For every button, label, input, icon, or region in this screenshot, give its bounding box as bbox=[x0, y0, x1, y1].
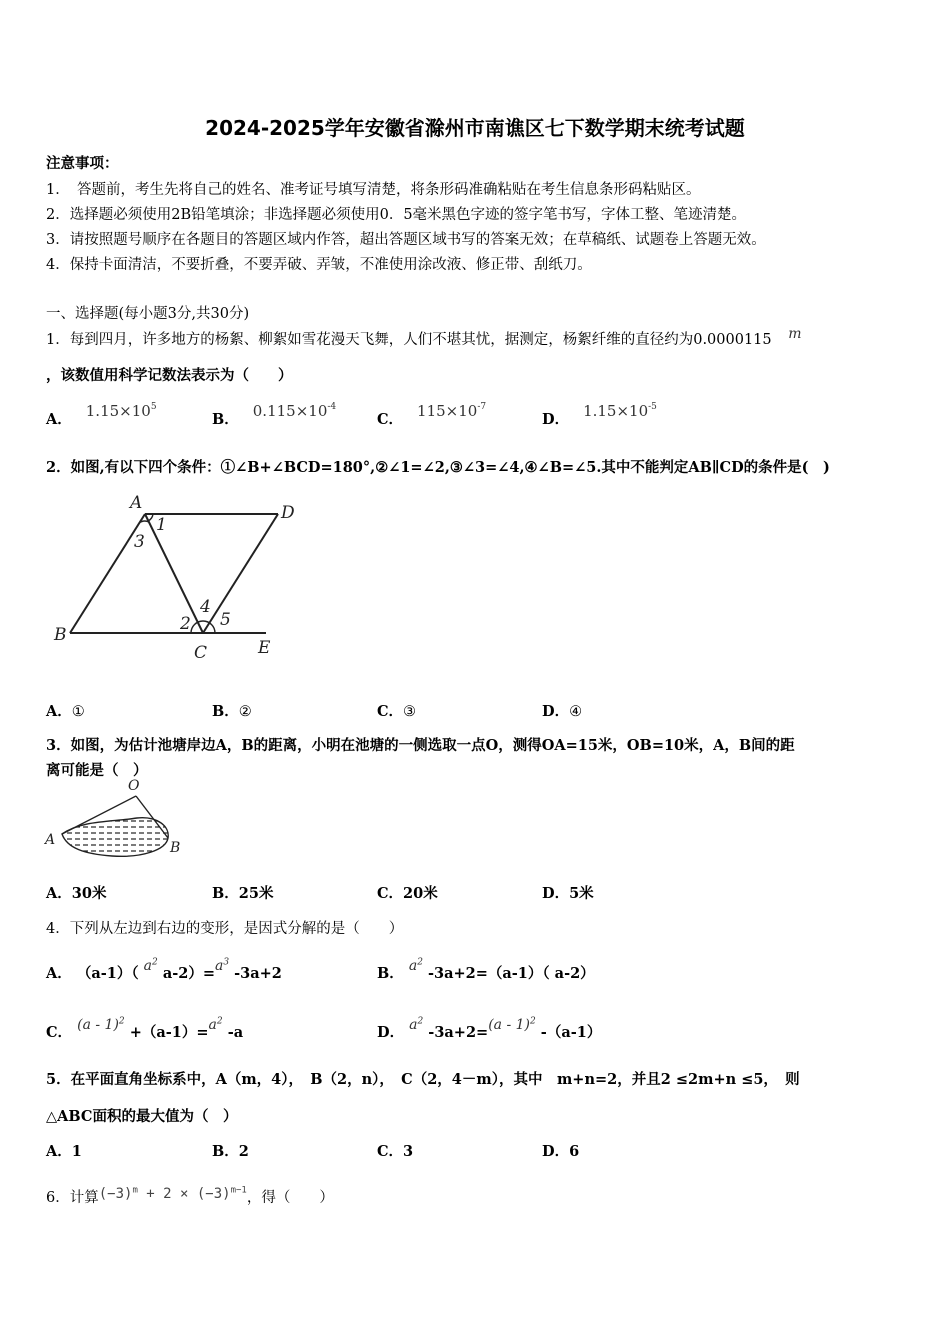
math-exponent: 2 bbox=[152, 957, 158, 968]
q5-option-a[interactable] bbox=[46, 1140, 82, 1161]
q4-option-c[interactable] bbox=[46, 1016, 244, 1042]
q3-option-a[interactable] bbox=[46, 882, 106, 903]
angle-3-arc bbox=[139, 521, 149, 523]
option-label: D． bbox=[377, 1024, 405, 1041]
expr-part: -3a+2 bbox=[234, 965, 282, 982]
angle-1-arc bbox=[148, 514, 153, 521]
label-o: O bbox=[128, 778, 140, 794]
page-title: 2024-2025学年安徽省滁州市南谯区七下数学期末统考试题 bbox=[205, 116, 745, 140]
label-3: 3 bbox=[134, 532, 145, 552]
math-term: a bbox=[214, 958, 224, 974]
q1-option-b[interactable] bbox=[212, 402, 337, 429]
option-value: 1 bbox=[71, 1143, 82, 1160]
option-base: 115×10 bbox=[417, 402, 478, 420]
notice-item: 3．请按照题号顺序在各题目的答题区域内作答，超出答题区域书写的答案无效；在草稿纸、试题卷上答题无效。 bbox=[46, 232, 766, 248]
q3-text-2: 离可能是（ ） bbox=[46, 762, 148, 779]
option-label: C． bbox=[377, 885, 404, 902]
option-label: C． bbox=[377, 703, 404, 720]
option-exponent: 5 bbox=[150, 402, 157, 412]
q1-text-2: ，该数值用科学记数法表示为（ ） bbox=[46, 367, 293, 384]
section-heading: 一、选择题(每小题3分,共30分) bbox=[46, 306, 250, 322]
option-value: 3 bbox=[403, 1143, 414, 1160]
q5-option-b[interactable] bbox=[212, 1140, 249, 1161]
label-b: B bbox=[54, 625, 67, 645]
notice-item: 4．保持卡面清洁，不要折叠，不要弄破、弄皱，不准使用涂改液、修正带、刮纸刀。 bbox=[46, 257, 592, 273]
option-label: B． bbox=[212, 703, 239, 720]
pond-shape bbox=[62, 818, 168, 857]
option-label: A． bbox=[46, 703, 72, 720]
math-exponent: 2 bbox=[417, 1016, 424, 1027]
label-c: C bbox=[194, 643, 208, 663]
q3-option-b[interactable] bbox=[212, 882, 273, 903]
label-a: A bbox=[130, 493, 143, 513]
option-label: C． bbox=[377, 411, 404, 428]
q1-option-c[interactable] bbox=[377, 402, 487, 429]
math-term: a bbox=[143, 958, 153, 974]
option-exponent: -5 bbox=[648, 402, 657, 412]
notice-heading: 注意事项： bbox=[46, 155, 119, 172]
option-label: B． bbox=[212, 411, 239, 428]
option-value: 6 bbox=[569, 1143, 580, 1160]
option-value: 30米 bbox=[71, 885, 107, 902]
math-term: a bbox=[408, 958, 418, 974]
math-term: a bbox=[208, 1017, 217, 1033]
q5-text bbox=[46, 1068, 800, 1089]
option-label: A． bbox=[46, 885, 72, 902]
q2-option-b[interactable] bbox=[212, 700, 252, 721]
option-exponent: -7 bbox=[477, 402, 487, 412]
q1-option-a[interactable] bbox=[46, 402, 157, 429]
option-label: B． bbox=[377, 965, 404, 982]
line-cd bbox=[203, 514, 278, 633]
q5-option-d[interactable] bbox=[542, 1140, 579, 1161]
q1-text bbox=[46, 328, 802, 349]
q5-stem: 5．在平面直角坐标系中，A（m，4）， B（2，n）， C（2，4－m），其中 m+n=2，并且2 ≤2m+n ≤5， 则 bbox=[46, 1071, 800, 1088]
option-label: A． bbox=[46, 965, 72, 982]
option-label: D． bbox=[542, 885, 570, 902]
option-label: B． bbox=[212, 885, 239, 902]
option-value: ② bbox=[238, 704, 252, 720]
q5-option-c[interactable] bbox=[377, 1140, 413, 1161]
expr-part: (−3) bbox=[98, 1186, 133, 1202]
line-ac bbox=[145, 514, 203, 633]
option-label: A． bbox=[46, 411, 72, 428]
q4-text: 4．下列从左边到右边的变形，是因式分解的是（ ） bbox=[46, 921, 404, 937]
math-exponent: 2 bbox=[530, 1016, 536, 1027]
label-1: 1 bbox=[156, 515, 167, 535]
option-value: ① bbox=[71, 704, 85, 720]
q5-text-2: △ABC面积的最大值为（ ） bbox=[46, 1108, 238, 1125]
q3-text: 3．如图，为估计池塘岸边A，B的距离，小明在池塘的一侧选取一点O，测得OA=15米，OB=10米，A，B间的距 bbox=[46, 737, 795, 754]
q3-figure bbox=[42, 776, 192, 861]
label-d: D bbox=[281, 503, 295, 523]
notice-item: 2．选择题必须使用2B铅笔填涂；非选择题必须使用0．5毫米黑色字迹的签字笔书写，字体工整、笔迹清楚。 bbox=[46, 207, 747, 223]
q6-text bbox=[46, 1186, 334, 1207]
option-base: 1.15×10 bbox=[85, 402, 151, 420]
math-exponent: m bbox=[132, 1185, 138, 1196]
q6-suffix: ，得（ ） bbox=[246, 1190, 334, 1206]
q4-option-b[interactable] bbox=[377, 957, 595, 983]
math-term: a bbox=[409, 1017, 418, 1033]
label-4: 4 bbox=[200, 597, 211, 617]
option-value: 25米 bbox=[238, 885, 274, 902]
q3-option-d[interactable] bbox=[542, 882, 594, 903]
q1-option-d[interactable] bbox=[542, 402, 657, 429]
math-exponent: m−1 bbox=[230, 1185, 247, 1196]
q2-text bbox=[46, 456, 830, 477]
q3-option-c[interactable] bbox=[377, 882, 438, 903]
label-5: 5 bbox=[220, 610, 231, 630]
label-b: B bbox=[170, 840, 181, 856]
option-exponent: -4 bbox=[327, 402, 337, 412]
option-value: 20米 bbox=[403, 885, 438, 902]
expr-part: -（a-1） bbox=[540, 1024, 602, 1041]
q2-option-a[interactable] bbox=[46, 700, 85, 721]
option-label: A． bbox=[46, 1143, 72, 1160]
q2-option-c[interactable] bbox=[377, 700, 416, 721]
q6-expression bbox=[99, 1186, 247, 1202]
option-value: 2 bbox=[238, 1143, 249, 1160]
option-base: 0.115×10 bbox=[252, 402, 328, 420]
math-exponent: 2 bbox=[216, 1016, 223, 1027]
option-value: 5米 bbox=[569, 885, 594, 902]
label-2: 2 bbox=[180, 614, 191, 634]
q6-prefix: 6．计算 bbox=[46, 1190, 99, 1206]
math-term: (a - 1) bbox=[77, 1017, 119, 1033]
option-base: 1.15×10 bbox=[583, 402, 649, 420]
q4-option-a[interactable] bbox=[46, 957, 282, 983]
label-a: A bbox=[45, 832, 56, 848]
q1-stem: 1．每到四月，许多地方的杨絮、柳絮如雪花漫天飞舞，人们不堪其忧，据测定，杨絮纤维的直径约为0.0000115 bbox=[46, 332, 772, 348]
math-exponent: 3 bbox=[223, 957, 230, 968]
option-label: D． bbox=[542, 703, 570, 720]
expr-part: +（a-1）= bbox=[129, 1024, 209, 1041]
q2-stem: 2．如图,有以下四个条件：①∠B+∠BCD=180°,②∠1=∠2,③∠3=∠4,④∠B=∠5.其中不能判定AB∥CD的条件是( ) bbox=[46, 459, 830, 476]
q2-figure bbox=[50, 490, 310, 665]
expr-part: -a bbox=[227, 1024, 244, 1041]
math-exponent: 2 bbox=[118, 1016, 125, 1027]
expr-part: + 2 × (−3) bbox=[137, 1186, 231, 1202]
q1-unit: m bbox=[788, 326, 802, 342]
option-label: C． bbox=[46, 1024, 73, 1041]
label-e: E bbox=[258, 638, 271, 658]
expr-part: （a-1）（ bbox=[76, 965, 139, 982]
notice-item: 1． 答题前，考生先将自己的姓名、准考证号填写清楚，将条形码准确粘贴在考生信息条形码粘贴区。 bbox=[46, 182, 701, 198]
math-term: (a - 1) bbox=[488, 1017, 530, 1033]
q2-option-d[interactable] bbox=[542, 700, 582, 721]
option-label: D． bbox=[542, 1143, 570, 1160]
expr-part: -3a+2=（a-1）（ a-2） bbox=[427, 965, 595, 982]
q4-option-d[interactable] bbox=[377, 1016, 602, 1042]
expr-part: a-2）= bbox=[162, 965, 215, 982]
option-label: C． bbox=[377, 1143, 404, 1160]
option-value: ④ bbox=[569, 704, 583, 720]
option-value: ③ bbox=[403, 704, 417, 720]
option-label: B． bbox=[212, 1143, 239, 1160]
expr-part: -3a+2= bbox=[428, 1024, 489, 1041]
option-label: D． bbox=[542, 411, 570, 428]
math-exponent: 2 bbox=[417, 957, 423, 968]
